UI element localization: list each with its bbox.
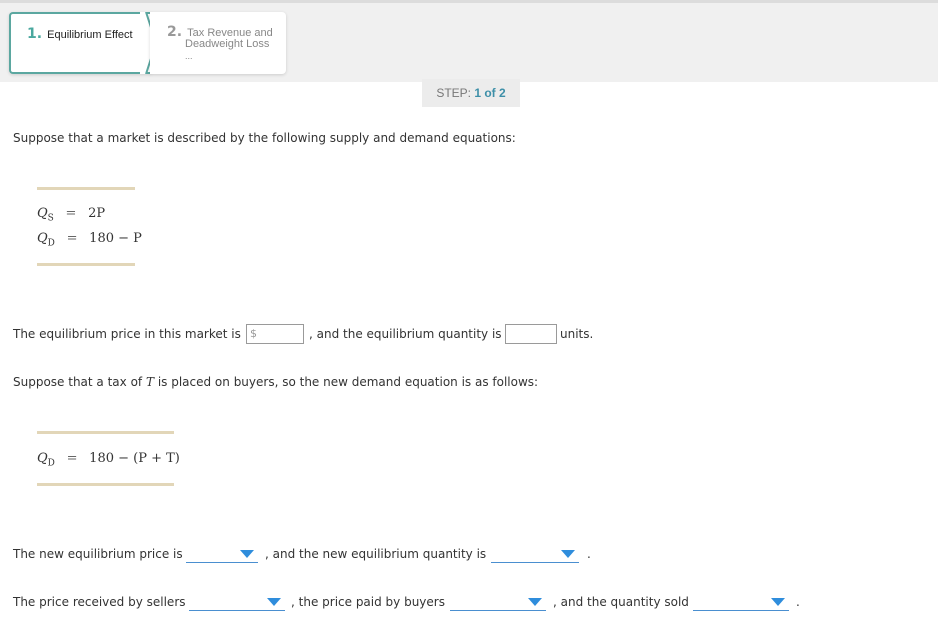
- equilibrium-price-input[interactable]: $: [246, 324, 304, 344]
- chevron-down-icon: [267, 598, 281, 606]
- tab-2-title-line2: Deadweight Loss: [185, 38, 270, 50]
- demand-sub: D: [47, 238, 55, 249]
- q1-units: units.: [560, 327, 594, 341]
- supply-sub: S: [47, 213, 54, 224]
- q3-part2: , the price paid by buyers: [291, 595, 445, 609]
- q3-part1: The price received by sellers: [13, 595, 186, 609]
- tab-1-number: 1.: [27, 26, 43, 42]
- tab-2-number: 2.: [167, 24, 183, 40]
- chevron-down-icon: [771, 598, 785, 606]
- price-received-by-sellers-dropdown[interactable]: [189, 594, 285, 611]
- q3-end: .: [796, 595, 800, 609]
- new-equilibrium-quantity-dropdown[interactable]: [491, 546, 579, 563]
- step-current: 1 of 2: [474, 86, 506, 100]
- step-indicator: [422, 79, 520, 107]
- tab-2-title-line1: Tax Revenue and: [187, 27, 273, 39]
- equilibrium-quantity-input[interactable]: [505, 324, 557, 344]
- q1-part1: The equilibrium price in this market is: [13, 327, 241, 341]
- chevron-down-icon: [528, 598, 542, 606]
- new-demand-var: Q: [37, 451, 48, 466]
- supply-var: Q: [37, 206, 48, 221]
- new-demand-rhs: 180 − (P + T): [89, 451, 180, 466]
- q3-part3: , and the quantity sold: [553, 595, 689, 609]
- supply-eq: =: [65, 206, 77, 221]
- tab-2-ellipsis: ...: [185, 51, 193, 61]
- tax-text: [13, 375, 538, 389]
- supply-equation: [37, 206, 105, 224]
- new-demand-eq: =: [66, 451, 78, 466]
- tax-text-after: is placed on buyers, so the new demand equation is as follows:: [157, 375, 539, 389]
- tab-equilibrium-effect[interactable]: [9, 12, 151, 74]
- q1-part2: , and the equilibrium quantity is: [309, 327, 502, 341]
- q2-end: .: [587, 547, 591, 561]
- equation2-top-rule: [37, 431, 174, 434]
- step-label: STEP:: [436, 86, 471, 100]
- supply-rhs: 2P: [88, 206, 106, 221]
- demand-var: Q: [37, 231, 48, 246]
- equation-top-rule: [37, 187, 135, 190]
- tax-text-before: Suppose that a tax of: [13, 375, 143, 389]
- q2-part2: , and the new equilibrium quantity is: [265, 547, 487, 561]
- price-paid-by-buyers-dropdown[interactable]: [450, 594, 546, 611]
- equation2-bottom-rule: [37, 483, 174, 486]
- chevron-down-icon: [240, 550, 254, 558]
- demand-rhs: 180 − P: [89, 231, 142, 246]
- intro-text: Suppose that a market is described by the following supply and demand equations:: [13, 131, 516, 145]
- equation-bottom-rule: [37, 263, 135, 266]
- tab-1-title: Equilibrium Effect: [47, 29, 133, 41]
- chevron-down-icon: [561, 550, 575, 558]
- new-demand-equation: [37, 451, 180, 469]
- quantity-sold-dropdown[interactable]: [693, 594, 789, 611]
- new-demand-sub: D: [47, 458, 55, 469]
- tax-var: T: [145, 375, 154, 389]
- tab-tax-revenue-deadweight-loss[interactable]: [150, 12, 286, 74]
- demand-equation: [37, 231, 142, 249]
- demand-eq: =: [66, 231, 78, 246]
- q2-part1: The new equilibrium price is: [13, 547, 183, 561]
- new-equilibrium-price-dropdown[interactable]: [186, 546, 258, 563]
